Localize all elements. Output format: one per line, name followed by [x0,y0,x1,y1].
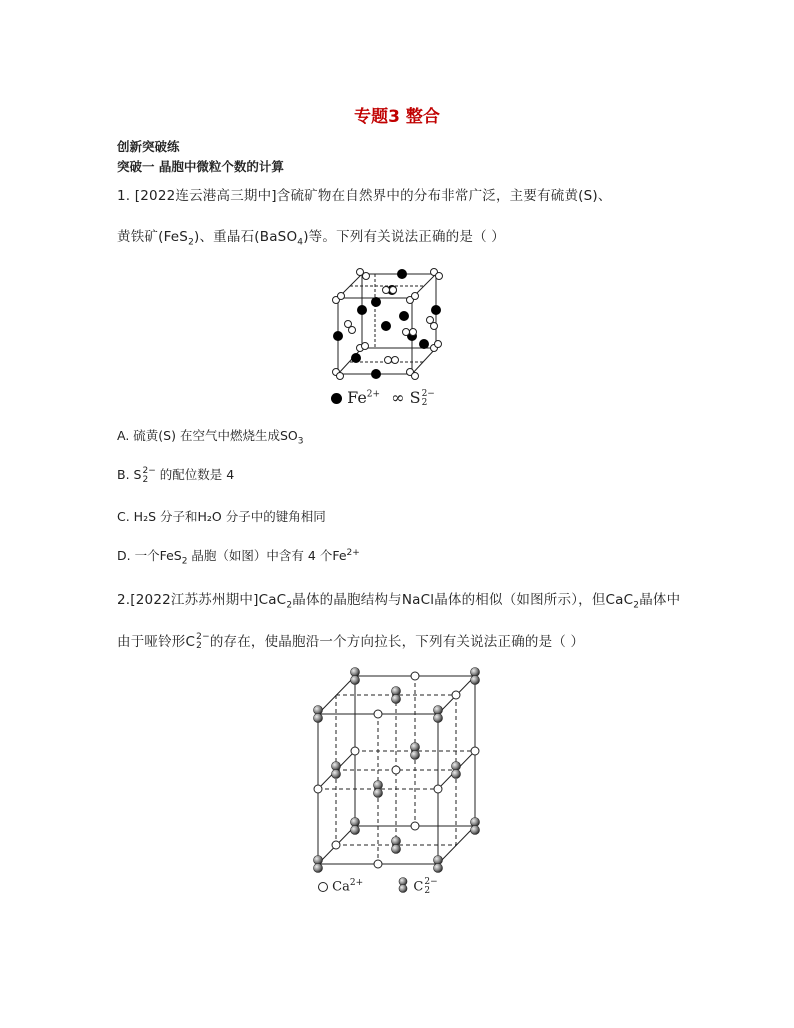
q1-option-d-tail: 晶胞（如图）中含有 4 个Fe [187,548,347,563]
q1-option-b-text: B. S [117,467,142,482]
q1-option-d-text: D. 一个FeS [117,548,182,563]
q2-text-2a: 由于哑铃形C [117,634,196,650]
q1-source: [2022连云港高三期中] [134,188,277,204]
q2-line2: 由于哑铃形C 2− 2 的存在，使晶胞沿一个方向拉长，下列有关说法正确的是（ ） [117,632,585,651]
s2-legend-icon: ∞ [391,388,405,407]
q1-text-2a: 黄铁矿(FeS [117,229,189,245]
page-title: 专题3 整合 [354,107,440,127]
q2-text-2b: 的存在，使晶胞沿一个方向拉长，下列有关说法正确的是（ ） [209,634,585,650]
s2-legend-label: S [409,388,421,407]
subsection-heading: 突破一 晶胞中微粒个数的计算 [117,159,284,174]
c2-legend-icon [397,877,409,897]
q1-option-c-text: C. H₂S 分子和H₂O 分子中的键角相同 [117,509,326,524]
q1-number: 1. [117,188,131,204]
q1-line2: 黄铁矿(FeS$_2$)、重晶石(BaSO$_4$)等。下列有关说法正确的是（ ） [117,229,505,248]
fe-legend-icon [331,393,342,404]
fe-legend-label: Fe [347,388,367,407]
q2-text-1b: 晶体的晶胞结构与NaCl晶体的相似（如图所示），但CaC [292,592,634,608]
q1-text-2c: )等。下列有关说法正确的是（ ） [303,229,505,245]
q1-option-b[interactable]: B. S 2− 2 的配位数是 4 [117,465,235,485]
q2-source: [2022江苏苏州期中] [130,592,259,608]
q1-option-a[interactable]: A. 硫黄(S) 在空气中燃烧生成$SO_3$ [117,428,304,447]
q2-text-1a: CaC [258,592,287,608]
q2-number: 2. [117,592,131,608]
ca-legend-label: Ca [332,879,350,895]
q1-text-2b: )、重晶石(BaSO [194,229,298,245]
cac2-crystal-diagram [300,664,500,876]
q2-figure-legend: $Ca^{2+}$ C 2− 2 [318,877,438,897]
q1-option-b-tail: 的配位数是 4 [155,467,235,482]
q1-option-a-text: A. 硫黄(S) 在空气中燃烧生成SO [117,428,298,443]
q1-text-1: 含硫矿物在自然界中的分布非常广泛，主要有硫黄(S)、 [276,188,612,204]
ca-legend-icon [318,882,328,892]
q2-line1: 2.[2022江苏苏州期中]CaC$_2$晶体的晶胞结构与NaCl晶体的相似（如图所示），但CaC$_2$晶体中 [117,592,681,611]
q1-option-c[interactable] [117,507,326,525]
section-heading: 创新突破练 [117,139,180,154]
c2-legend-label: C [413,879,424,895]
q1-option-d[interactable]: D. 一个FeS$_2$ 晶胞（如图）中含有 4 个$Fe^{2+}$ [117,547,360,567]
q1-figure-legend: $Fe^{2+}$ ∞ S 2− 2 [331,388,435,408]
q2-text-1c: 晶体中 [639,592,681,608]
q1-line1 [117,184,612,204]
